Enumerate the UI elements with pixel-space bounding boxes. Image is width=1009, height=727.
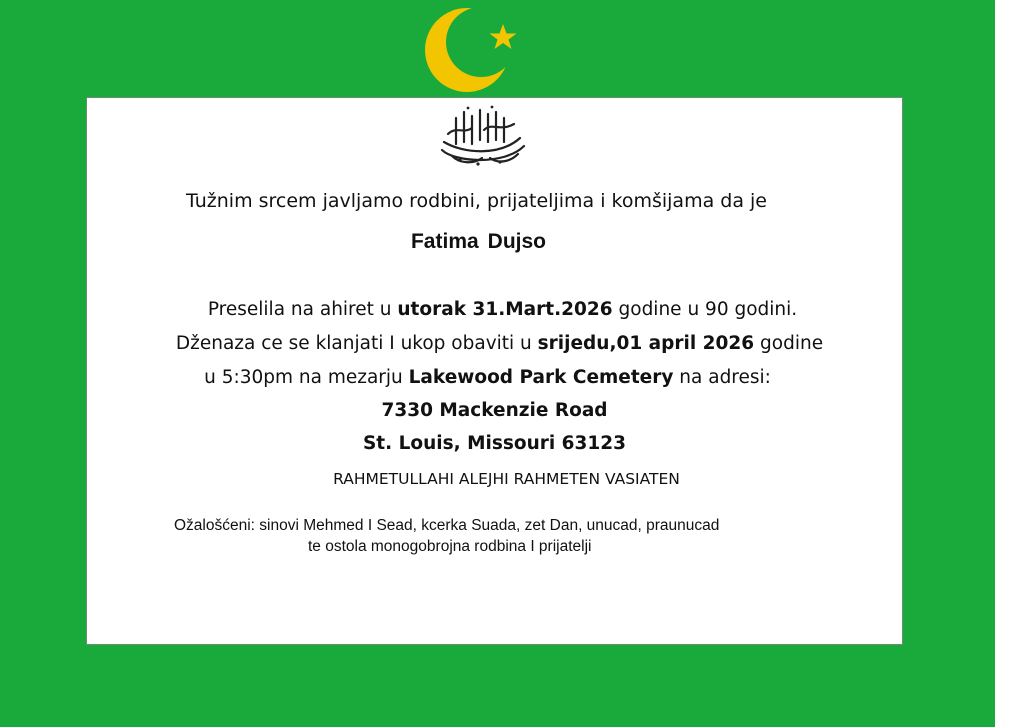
- notice-card: [86, 97, 903, 645]
- death-date: utorak 31.Mart.2026: [397, 299, 613, 320]
- text-fragment: godine: [754, 333, 824, 354]
- address-city: St. Louis, Missouri 63123: [362, 433, 627, 454]
- funeral-date: srijedu,01 april 2026: [537, 333, 755, 354]
- text-fragment: na adresi:: [673, 367, 771, 388]
- death-date-line: [95, 299, 910, 320]
- cemetery-name: Lakewood Park Cemetery: [408, 367, 674, 388]
- prayer-text: RAHMETULLAHI ALEJHI RAHMETEN VASIATEN: [333, 470, 680, 488]
- text-fragment: Dženaza ce se klanjati I ukop obaviti u: [175, 333, 538, 354]
- first-name: Fatima: [410, 230, 479, 253]
- page-edge: [995, 0, 1009, 727]
- cemetery-line: [80, 367, 895, 388]
- deceased-name: [71, 230, 886, 254]
- text-fragment: Preselila na ahiret u: [207, 299, 398, 320]
- intro-text: Tužnim srcem javljamo rodbini, prijateljima i komšijama da je: [186, 190, 767, 212]
- text-fragment: u 5:30pm na mezarju: [204, 367, 409, 388]
- calligraphy-icon: [434, 104, 530, 170]
- text-fragment: godine u 90 godini.: [612, 299, 798, 320]
- last-name: Dujso: [487, 230, 547, 253]
- crescent-star-icon: [425, 4, 525, 98]
- mourners-line-2: te ostola monogobrojna rodbina I prijatelji: [308, 538, 592, 555]
- funeral-line: [92, 333, 907, 354]
- address-street: 7330 Mackenzie Road: [381, 400, 608, 421]
- mourners-line-1: Ožalošćeni: sinovi Mehmed I Sead, kcerka Suada, zet Dan, unucad, praunucad: [174, 517, 720, 534]
